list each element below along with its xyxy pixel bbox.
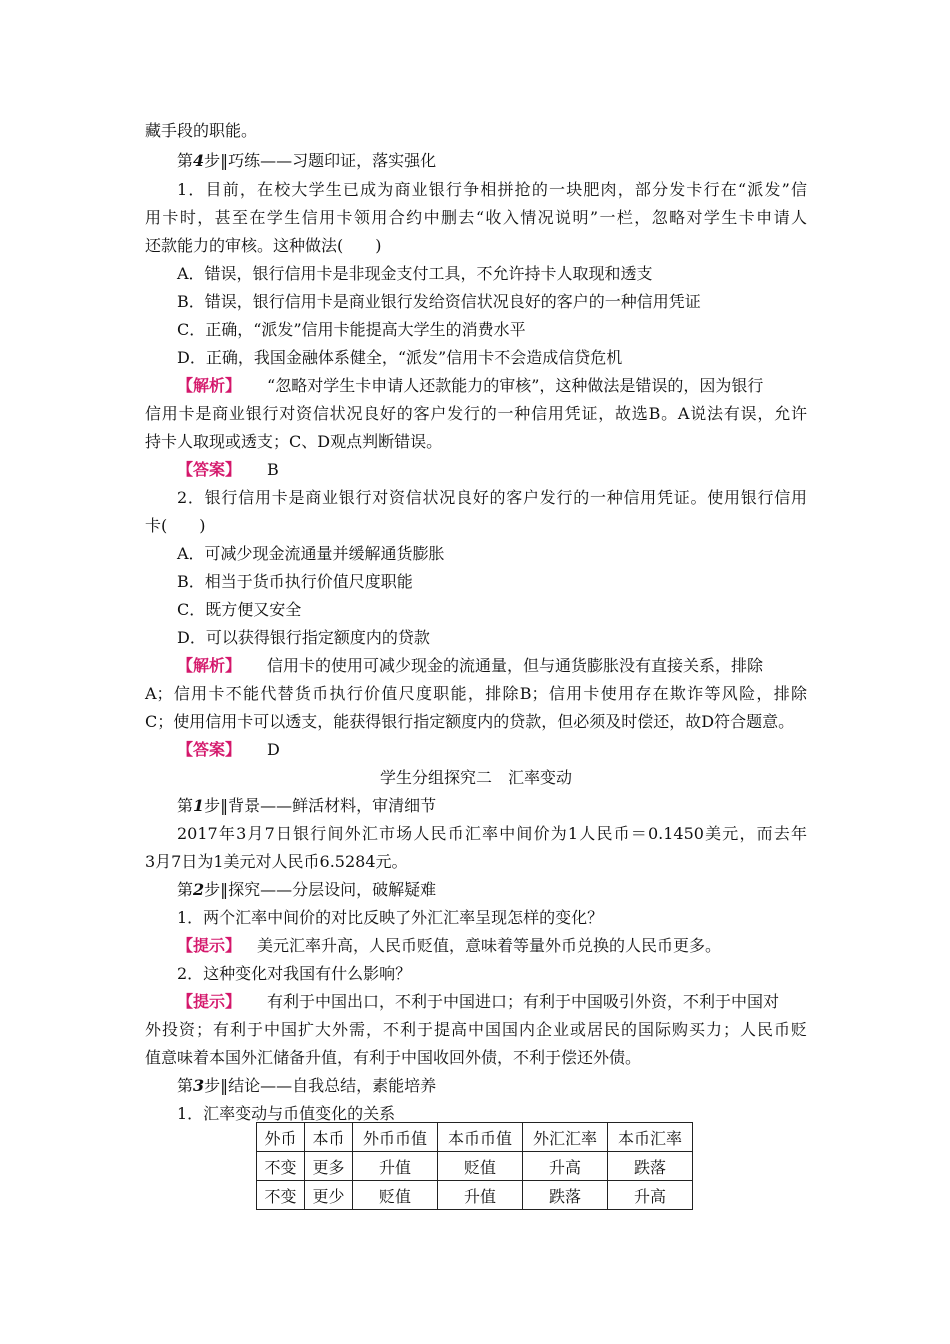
question-2-line: 卡( ) [145,516,206,535]
table-header-row [257,1123,693,1152]
step-3-heading: 第3步‖结论——自我总结，素能培养 [177,1076,437,1095]
table-header-cell: 本币 [305,1123,353,1152]
option-c: C．既方便又安全 [177,600,302,619]
background-line: 2017年3月7日银行间外汇市场人民币汇率中间价为1人民币＝0.1450美元，而去年 [177,824,807,843]
question-1-line: 用卡时，甚至在学生信用卡领用合约中删去“收入情况说明”一栏，忽略对学生卡申请人 [145,208,807,227]
text-line: 藏手段的职能。 [145,121,258,140]
step-2-heading: 第2步‖探究——分层设问，破解疑难 [177,880,437,899]
table-cell: 升高 [523,1152,608,1181]
explore-question: 1．两个汇率中间价的对比反映了外汇汇率呈现怎样的变化？ [177,908,604,927]
option-a: A．错误，银行信用卡是非现金支付工具，不允许持卡人取现和透支 [177,264,653,283]
step-1-heading: 第1步‖背景——鲜活材料，审清细节 [177,796,437,815]
table-cell: 升值 [353,1152,438,1181]
table-cell: 不变 [257,1181,305,1210]
hint-line: 【提示】 有利于中国出口，不利于中国进口；有利于中国吸引外资，不利于中国对 [177,992,780,1011]
table-cell: 更少 [305,1181,353,1210]
table-header-cell: 外币币值 [353,1123,438,1152]
table-caption: 1．汇率变动与币值变化的关系 [177,1104,396,1123]
option-d: D．正确，我国金融体系健全，“派发”信用卡不会造成信贷危机 [177,348,623,367]
step-4-heading: 第4步‖巧练——习题印证，落实强化 [177,151,437,170]
option-b: B．错误，银行信用卡是商业银行发给资信状况良好的客户的一种信用凭证 [177,292,701,311]
table-cell: 更多 [305,1152,353,1181]
question-1-line: 还款能力的审核。这种做法( ) [145,236,382,255]
section-title: 学生分组探究二 汇率变动 [379,768,572,787]
table-cell: 贬值 [438,1152,523,1181]
table-header-cell: 本币汇率 [608,1123,693,1152]
answer-line: 【答案】 B [177,460,279,479]
question-1-line: 1．目前，在校大学生已成为商业银行争相拼抢的一块肥肉，部分发卡行在“派发”信 [177,180,807,199]
table-cell: 跌落 [608,1152,693,1181]
analysis-line: 持卡人取现或透支；C、D观点判断错误。 [145,432,443,451]
table-cell: 升值 [438,1181,523,1210]
background-line: 3月7日为1美元对人民币6.5284元。 [145,852,408,871]
analysis-line: A；信用卡不能代替货币执行价值尺度职能，排除B；信用卡使用存在欺诈等风险，排除 [145,684,807,703]
hint-line: 【提示】 美元汇率升高，人民币贬值，意味着等量外币兑换的人民币更多。 [177,936,722,955]
option-b: B．相当于货币执行价值尺度职能 [177,572,413,591]
hint-tag: 【提示】 [177,992,242,1011]
table-row [257,1152,693,1181]
analysis-line: 信用卡是商业银行对资信状况良好的客户发行的一种信用凭证，故选B。A说法有误，允许 [145,404,807,423]
table-header-cell: 外币 [257,1123,305,1152]
table-cell: 跌落 [523,1181,608,1210]
table-row [257,1181,693,1210]
answer-tag: 【答案】 [177,460,242,479]
answer-tag: 【答案】 [177,740,242,759]
analysis-tag: 【解析】 [177,656,242,675]
hint-line: 值意味着本国外汇储备升值，有利于中国收回外债，不利于偿还外债。 [145,1048,642,1067]
hint-tag: 【提示】 [177,936,242,955]
option-a: A．可减少现金流通量并缓解通货膨胀 [177,544,445,563]
table-cell: 不变 [257,1152,305,1181]
analysis-line: 【解析】 信用卡的使用可减少现金的流通量，但与通货膨胀没有直接关系，排除 [177,656,764,675]
hint-line: 外投资；有利于中国扩大外需，不利于提高中国国内企业或居民的国际购买力；人民币贬 [145,1020,807,1039]
question-2-line: 2．银行信用卡是商业银行对资信状况良好的客户发行的一种信用凭证。使用银行信用 [177,488,807,507]
table-header-cell: 外汇汇率 [523,1123,608,1152]
explore-question: 2．这种变化对我国有什么影响？ [177,964,412,983]
option-d: D．可以获得银行指定额度内的贷款 [177,628,430,647]
analysis-line: C；使用信用卡可以透支，能获得银行指定额度内的贷款，但必须及时偿还，故D符合题意。 [145,712,795,731]
table-cell: 贬值 [353,1181,438,1210]
answer-line: 【答案】 D [177,740,280,759]
exchange-rate-table [256,1122,693,1210]
option-c: C．正确，“派发”信用卡能提高大学生的消费水平 [177,320,526,339]
analysis-tag: 【解析】 [177,376,242,395]
analysis-line: 【解析】 “忽略对学生卡申请人还款能力的审核”，这种做法是错误的，因为银行 [177,376,764,395]
table-header-cell: 本币币值 [438,1123,523,1152]
table-cell: 升高 [608,1181,693,1210]
